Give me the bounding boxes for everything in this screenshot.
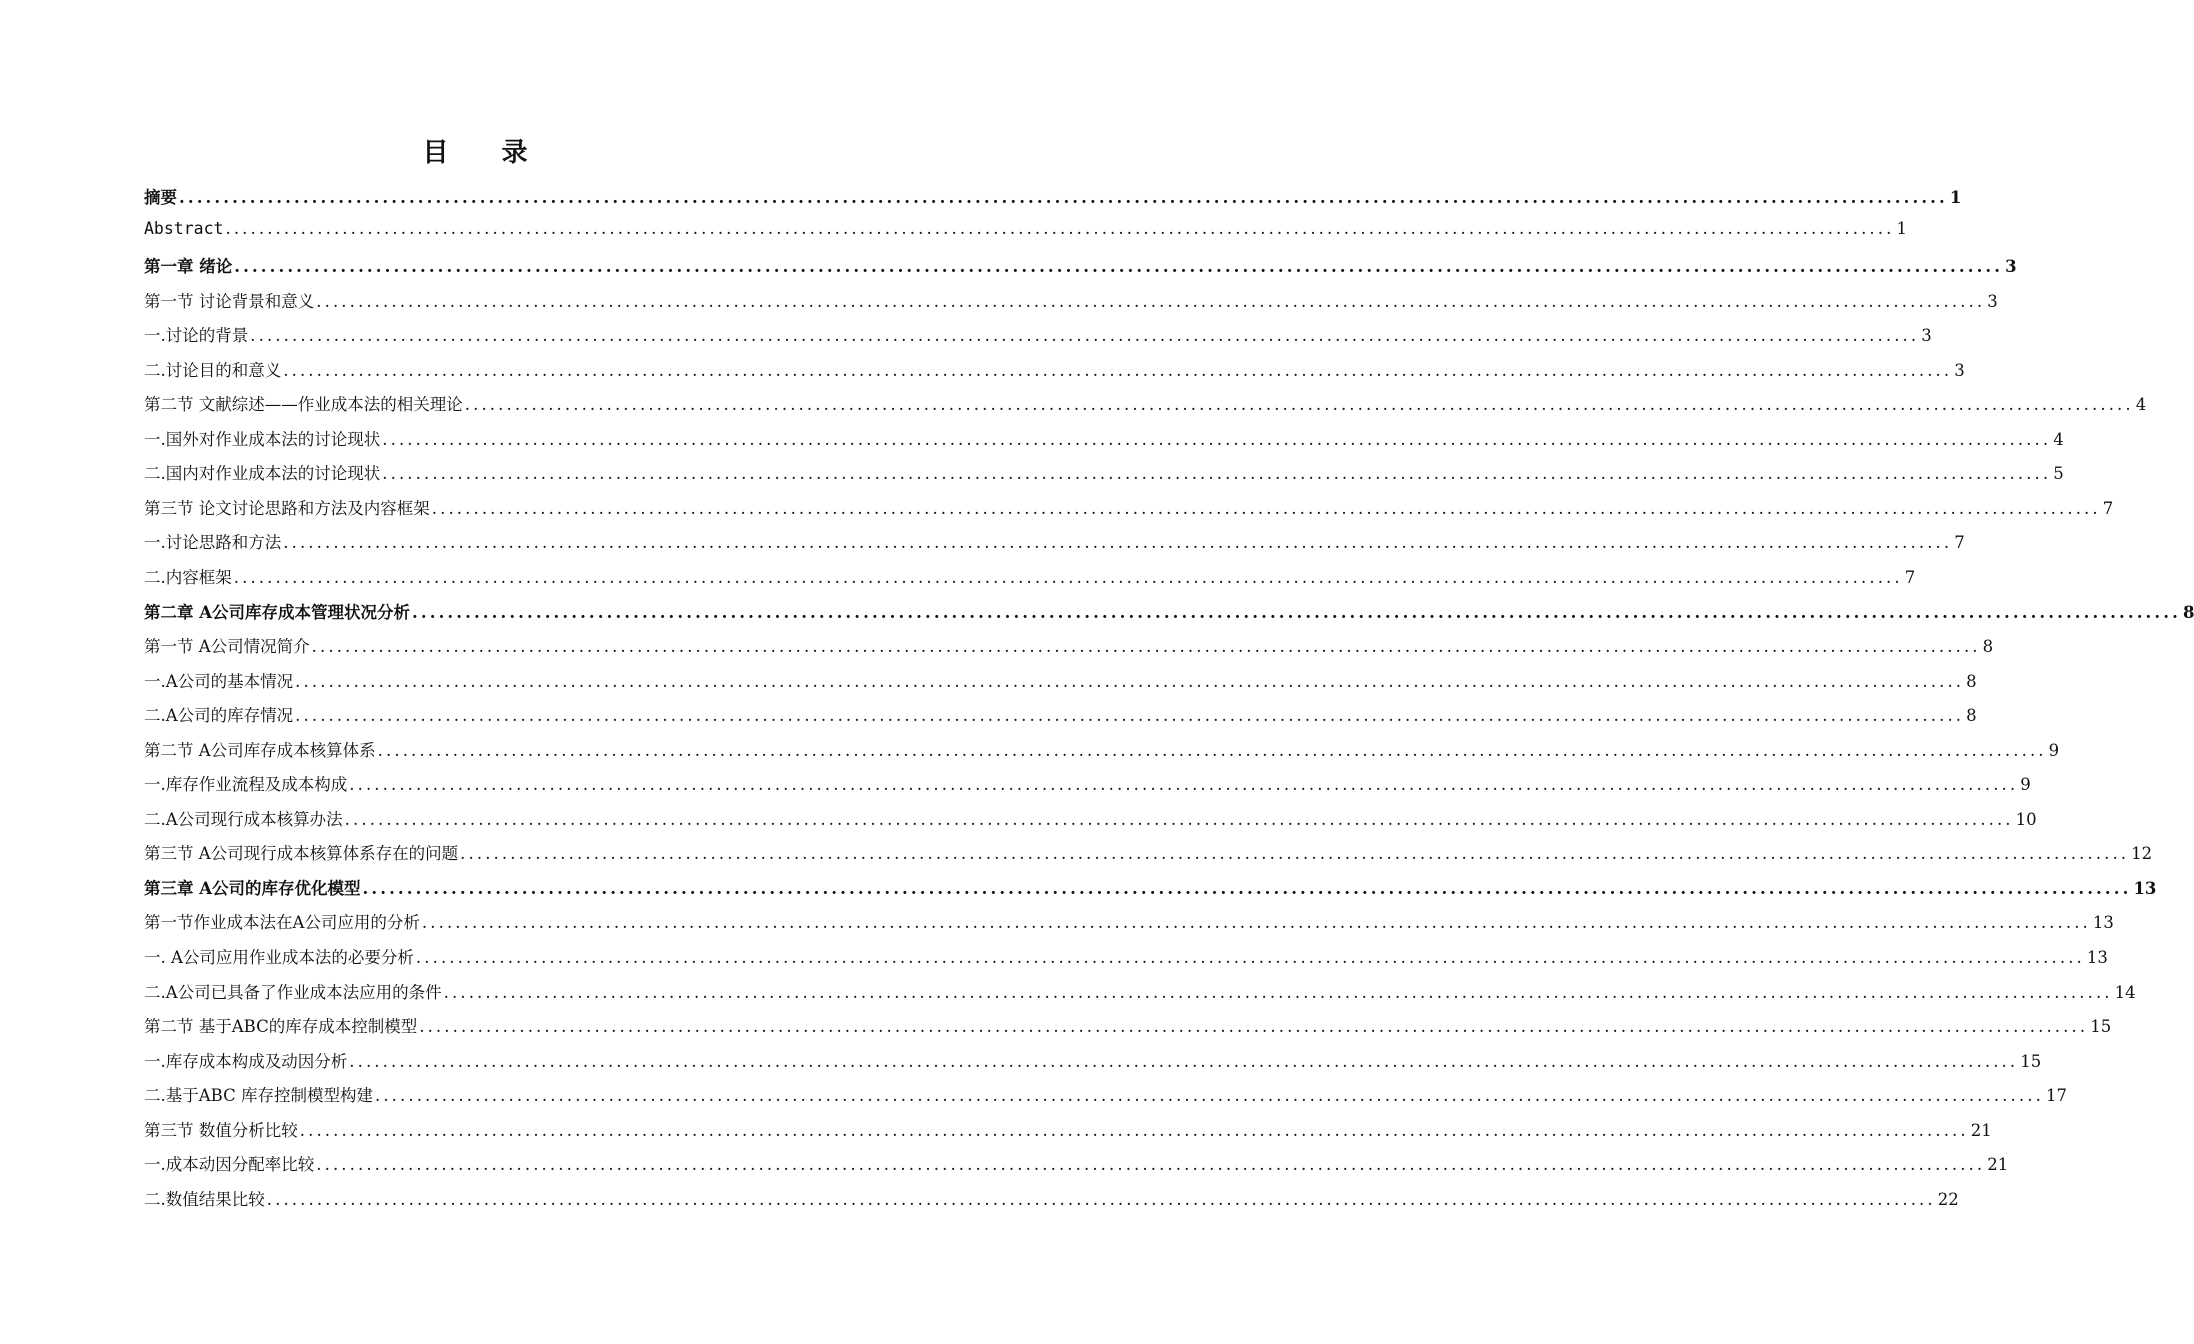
toc-entry-page: 13 — [2092, 913, 2114, 933]
toc-entry[interactable] — [144, 599, 2194, 634]
toc-entry-label: 第二章 A公司库存成本管理状况分析 — [144, 602, 411, 622]
toc-entry[interactable] — [144, 909, 2114, 944]
toc-entry[interactable] — [144, 218, 1907, 254]
dot-leader: ........................................................................................................................................................................................................ — [295, 671, 1965, 691]
dot-leader: ........................................................................................................................................................................................................ — [234, 257, 2004, 277]
toc-entry-page: 15 — [2090, 1017, 2112, 1037]
toc-entry-page: 13 — [2086, 948, 2108, 968]
dot-leader: ........................................................................................................................................................................................................ — [374, 1086, 2044, 1106]
dot-leader: ........................................................................................................................................................................................................ — [283, 360, 1953, 380]
dot-leader: ........................................................................................................................................................................................................ — [382, 429, 2052, 449]
toc-entry-label: 第二节 基于ABC的库存成本控制模型 — [144, 1017, 418, 1037]
toc-entry-label: 第二节 文献综述——作业成本法的相关理论 — [144, 395, 463, 415]
toc-entry[interactable] — [144, 1186, 1959, 1221]
dot-leader: ........................................................................................................................................................................................................ — [225, 218, 1895, 238]
toc-entry-label: 一.库存作业流程及成本构成 — [144, 775, 348, 795]
dot-leader: ........................................................................................................................................................................................................ — [349, 1051, 2019, 1071]
toc-entry-label: 第三章 A公司的库存优化模型 — [144, 878, 361, 898]
toc-entry[interactable] — [144, 1048, 2042, 1083]
toc-entry-label: 一.讨论思路和方法 — [144, 533, 282, 553]
dot-leader: ........................................................................................................................................................................................................ — [377, 740, 2047, 760]
toc-entry-label: 二.国内对作业成本法的讨论现状 — [144, 464, 381, 484]
toc-entry-page: 10 — [2015, 809, 2037, 829]
dot-leader: ........................................................................................................................................................................................................ — [233, 568, 1903, 588]
dot-leader: ........................................................................................................................................................................................................ — [283, 533, 1953, 553]
toc-entry-page: 17 — [2045, 1086, 2067, 1106]
toc-entry-page: 22 — [1937, 1189, 1959, 1209]
dot-leader: ........................................................................................................................................................................................................ — [460, 844, 2130, 864]
toc-entry-page: 1 — [1949, 188, 1962, 207]
toc-entry-page: 3 — [1921, 326, 1932, 346]
toc-entry[interactable] — [144, 460, 2064, 495]
dot-leader: ........................................................................................................................................................................................................ — [250, 326, 1920, 346]
dot-leader: ........................................................................................................................................................................................................ — [311, 637, 1981, 657]
dot-leader: ........................................................................................................................................................................................................ — [316, 1155, 1986, 1175]
toc-entry[interactable] — [144, 702, 1977, 737]
toc-entry[interactable] — [144, 564, 1916, 599]
toc-entry-page: 9 — [2048, 740, 2060, 760]
toc-entry-label: 一. A公司应用作业成本法的必要分析 — [144, 948, 414, 968]
toc-entry-page: 13 — [2133, 878, 2157, 898]
toc-entry[interactable] — [144, 253, 2017, 288]
toc-entry-label: 第三节 A公司现行成本核算体系存在的问题 — [144, 844, 459, 864]
toc-entry[interactable] — [144, 840, 2153, 875]
toc-entry-page: 8 — [1982, 637, 1994, 657]
toc-entry[interactable] — [144, 633, 1994, 668]
toc-entry[interactable] — [144, 357, 1965, 392]
toc-entry-label: 第一节 讨论背景和意义 — [144, 291, 315, 311]
toc-entry[interactable] — [144, 1117, 1992, 1152]
toc-entry-label: 二.讨论目的和意义 — [144, 360, 282, 380]
toc-entry-label: 第一章 绪论 — [144, 257, 233, 277]
dot-leader: ........................................................................................................................................................................................................ — [295, 706, 1965, 726]
dot-leader: ........................................................................................................................................................................................................ — [412, 602, 2181, 622]
toc-entry[interactable] — [144, 1151, 2009, 1186]
dot-leader: ........................................................................................................................................................................................................ — [415, 948, 2085, 968]
toc-entry-page: 15 — [2020, 1051, 2042, 1071]
toc-entry-page: 5 — [2053, 464, 2064, 484]
toc-entry[interactable] — [144, 1082, 2067, 1117]
toc-entry-label: 二.数值结果比较 — [144, 1189, 265, 1209]
toc-entry-page: 3 — [2005, 257, 2017, 277]
toc-entry-page: 8 — [1966, 706, 1977, 726]
toc-entry-label: 第二节 A公司库存成本核算体系 — [144, 740, 376, 760]
toc-entry-label: 二.内容框架 — [144, 568, 232, 588]
toc-entry-label: 一.讨论的背景 — [144, 326, 249, 346]
dot-leader: ........................................................................................................................................................................................................ — [349, 775, 2019, 795]
dot-leader: ........................................................................................................................................................................................................ — [316, 291, 1986, 311]
toc-entry[interactable] — [144, 944, 2108, 979]
toc-entry[interactable] — [144, 322, 1932, 357]
dot-leader: ........................................................................................................................................................................................................ — [299, 1120, 1969, 1140]
dot-leader: ........................................................................................................................................................................................................ — [419, 1017, 2089, 1037]
toc-entry-page: 3 — [1987, 291, 1998, 311]
table-of-contents — [144, 184, 2194, 1220]
toc-entry-page: 1 — [1896, 218, 1907, 238]
toc-entry-page: 21 — [1970, 1120, 1992, 1140]
toc-entry-label: Abstract — [144, 218, 224, 238]
toc-entry[interactable] — [144, 529, 1965, 564]
toc-entry[interactable] — [144, 737, 2060, 772]
toc-entry-label: 二.A公司现行成本核算办法 — [144, 809, 343, 829]
page-title: 目 录 — [422, 138, 550, 168]
toc-entry[interactable] — [144, 979, 2136, 1014]
dot-leader: ........................................................................................................................................................................................................ — [421, 913, 2091, 933]
toc-entry-label: 一.成本动因分配率比较 — [144, 1155, 315, 1175]
dot-leader: ........................................................................................................................................................................................................ — [179, 188, 1948, 207]
toc-entry-page: 7 — [2102, 498, 2114, 518]
toc-entry-page: 12 — [2131, 844, 2153, 864]
toc-entry-label: 一.库存成本构成及动因分析 — [144, 1051, 348, 1071]
dot-leader: ........................................................................................................................................................................................................ — [382, 464, 2052, 484]
dot-leader: ........................................................................................................................................................................................................ — [464, 395, 2134, 415]
toc-entry[interactable] — [144, 495, 2114, 530]
dot-leader: ........................................................................................................................................................................................................ — [431, 498, 2101, 518]
toc-entry[interactable] — [144, 875, 2157, 910]
toc-entry-page: 7 — [1954, 533, 1965, 553]
dot-leader: ........................................................................................................................................................................................................ — [344, 809, 2014, 829]
toc-entry-label: 一.国外对作业成本法的讨论现状 — [144, 429, 381, 449]
toc-entry-page: 3 — [1954, 360, 1965, 380]
toc-entry[interactable] — [144, 668, 1977, 703]
toc-entry-page: 7 — [1904, 568, 1916, 588]
dot-leader: ........................................................................................................................................................................................................ — [362, 878, 2132, 898]
dot-leader: ........................................................................................................................................................................................................ — [266, 1189, 1936, 1209]
toc-entry-label: 第三节 数值分析比较 — [144, 1120, 298, 1140]
toc-entry[interactable] — [144, 426, 2064, 461]
toc-entry-label: 摘要 — [144, 188, 177, 207]
toc-entry-label: 二.A公司已具备了作业成本法应用的条件 — [144, 982, 442, 1002]
toc-entry-page: 8 — [1966, 671, 1977, 691]
toc-entry-label: 第一节作业成本法在A公司应用的分析 — [144, 913, 420, 933]
toc-entry-page: 14 — [2114, 982, 2136, 1002]
toc-entry-page: 4 — [2053, 429, 2064, 449]
toc-entry-label: 二.基于ABC 库存控制模型构建 — [144, 1086, 373, 1106]
toc-entry[interactable] — [144, 771, 2031, 806]
toc-entry[interactable] — [144, 1013, 2112, 1048]
toc-entry[interactable] — [144, 391, 2147, 426]
toc-entry-label: 第一节 A公司情况简介 — [144, 637, 310, 657]
toc-entry-page: 8 — [2182, 602, 2194, 622]
toc-entry-label: 第三节 论文讨论思路和方法及内容框架 — [144, 498, 430, 518]
toc-entry[interactable] — [144, 184, 1962, 219]
dot-leader: ........................................................................................................................................................................................................ — [443, 982, 2113, 1002]
toc-entry-label: 一.A公司的基本情况 — [144, 671, 294, 691]
toc-entry[interactable] — [144, 806, 2037, 841]
toc-entry-page: 9 — [2020, 775, 2031, 795]
toc-entry-page: 21 — [1987, 1155, 2009, 1175]
toc-entry-page: 4 — [2135, 395, 2147, 415]
toc-entry-label: 二.A公司的库存情况 — [144, 706, 294, 726]
toc-entry[interactable] — [144, 288, 1998, 323]
